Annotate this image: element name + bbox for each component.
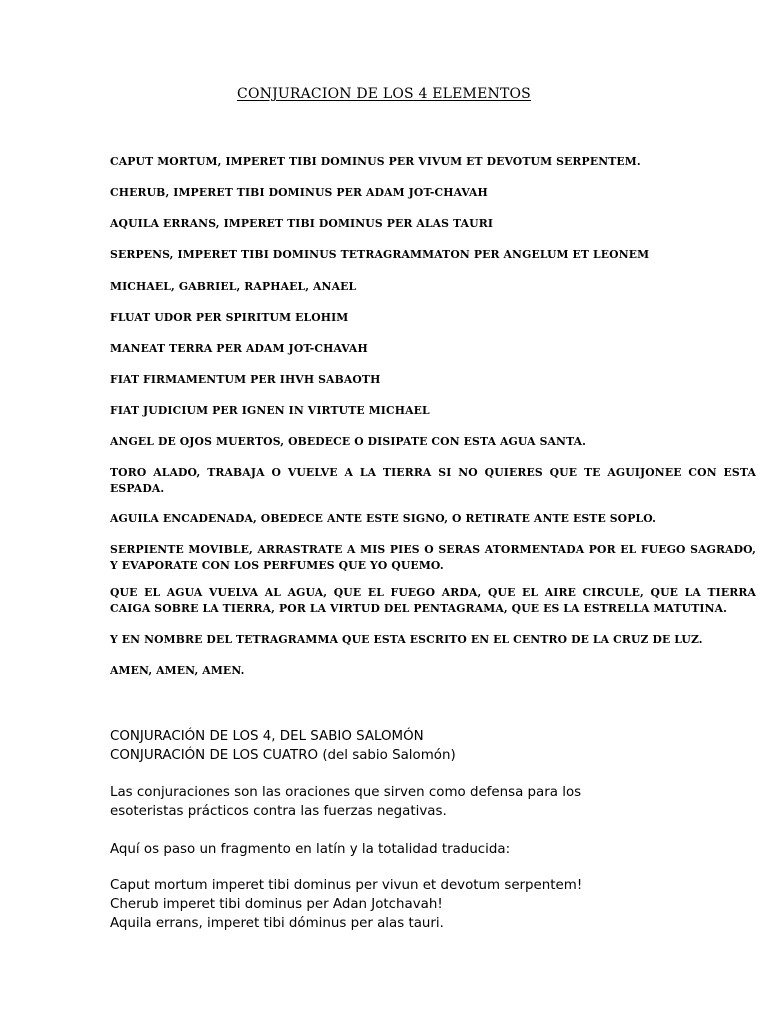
- paragraph-angel-ojos-muertos: ANGEL DE OJOS MUERTOS, OBEDECE O DISIPATE CON ESTA AGUA SANTA.: [110, 435, 587, 448]
- fragment-note-line: Aquí os paso un fragmento en latín y la totalidad traducida:: [110, 842, 511, 857]
- paragraph-aguila-encadenada: AGUILA ENCADENADA, OBEDECE ANTE ESTE SIGNO, O RETIRATE ANTE ESTE SOPLO.: [110, 512, 657, 525]
- section2-intro: [110, 783, 756, 821]
- section2-headings: [110, 727, 756, 765]
- paragraph-fiat-judicium: FIAT JUDICIUM PER IGNEN IN VIRTUTE MICHAEL: [110, 404, 430, 417]
- paragraph-maneat-terra: MANEAT TERRA PER ADAM JOT-CHAVAH: [110, 342, 368, 355]
- paragraph-cherub: CHERUB, IMPERET TIBI DOMINUS PER ADAM JOT-CHAVAH: [110, 186, 488, 199]
- paragraph-serpiente-movible: SERPIENTE MOVIBLE, ARRASTRATE A MIS PIES O SERAS ATORMENTADA POR EL FUEGO SAGRADO, Y EVAPORATE CON LOS PERFUMES QUE YO QUEMO.: [110, 543, 756, 572]
- paragraph-que-el-agua: QUE EL AGUA VUELVA AL AGUA, QUE EL FUEGO ARDA, QUE EL AIRE CIRCULE, QUE LA TIERRA CAIGA SOBRE LA TIERRA, POR LA VIRTUD DEL PENTAGRAMA, QUE ES LA ESTRELLA MATUTINA.: [110, 586, 756, 615]
- paragraph-tetragramma: Y EN NOMBRE DEL TETRAGRAMMA QUE ESTA ESCRITO EN EL CENTRO DE LA CRUZ DE LUZ.: [110, 633, 703, 646]
- paragraph-fluat-udor: FLUAT UDOR PER SPIRITUM ELOHIM: [110, 311, 349, 324]
- document-title: CONJURACION DE LOS 4 ELEMENTOS: [237, 86, 531, 102]
- latin-line-2: Cherub imperet tibi dominus per Adan Jotchavah!: [110, 897, 443, 912]
- section2-intro-line-2: esoteristas prácticos contra las fuerzas negativas.: [110, 804, 447, 819]
- section2-fragment-note: [110, 840, 756, 859]
- paragraph-archangels: MICHAEL, GABRIEL, RAPHAEL, ANAEL: [110, 280, 357, 293]
- paragraph-caput-mortum: CAPUT MORTUM, IMPERET TIBI DOMINUS PER VIVUM ET DEVOTUM SERPENTEM.: [110, 155, 641, 168]
- paragraph-fiat-firmamentum: FIAT FIRMAMENTUM PER IHVH SABAOTH: [110, 373, 381, 386]
- section2-heading-1: CONJURACIÓN DE LOS 4, DEL SABIO SALOMÓN: [110, 729, 424, 744]
- section2-intro-line-1: Las conjuraciones son las oraciones que sirven como defensa para los: [110, 785, 582, 800]
- paragraph-amen: AMEN, AMEN, AMEN.: [110, 664, 245, 677]
- section2-heading-2: CONJURACIÓN DE LOS CUATRO (del sabio Salomón): [110, 748, 456, 763]
- paragraph-toro-alado: TORO ALADO, TRABAJA O VUELVE A LA TIERRA SI NO QUIERES QUE TE AGUIJONEE CON ESTA ESPADA.: [110, 466, 756, 495]
- latin-line-3: Aquila errans, imperet tibi dóminus per alas tauri.: [110, 916, 444, 931]
- latin-line-1: Caput mortum imperet tibi dominus per vivun et devotum serpentem!: [110, 878, 583, 893]
- section2-latin-fragment: [110, 876, 756, 933]
- paragraph-aquila-errans: AQUILA ERRANS, IMPERET TIBI DOMINUS PER ALAS TAURI: [110, 217, 494, 230]
- paragraph-serpens: SERPENS, IMPERET TIBI DOMINUS TETRAGRAMMATON PER ANGELUM ET LEONEM: [110, 248, 650, 261]
